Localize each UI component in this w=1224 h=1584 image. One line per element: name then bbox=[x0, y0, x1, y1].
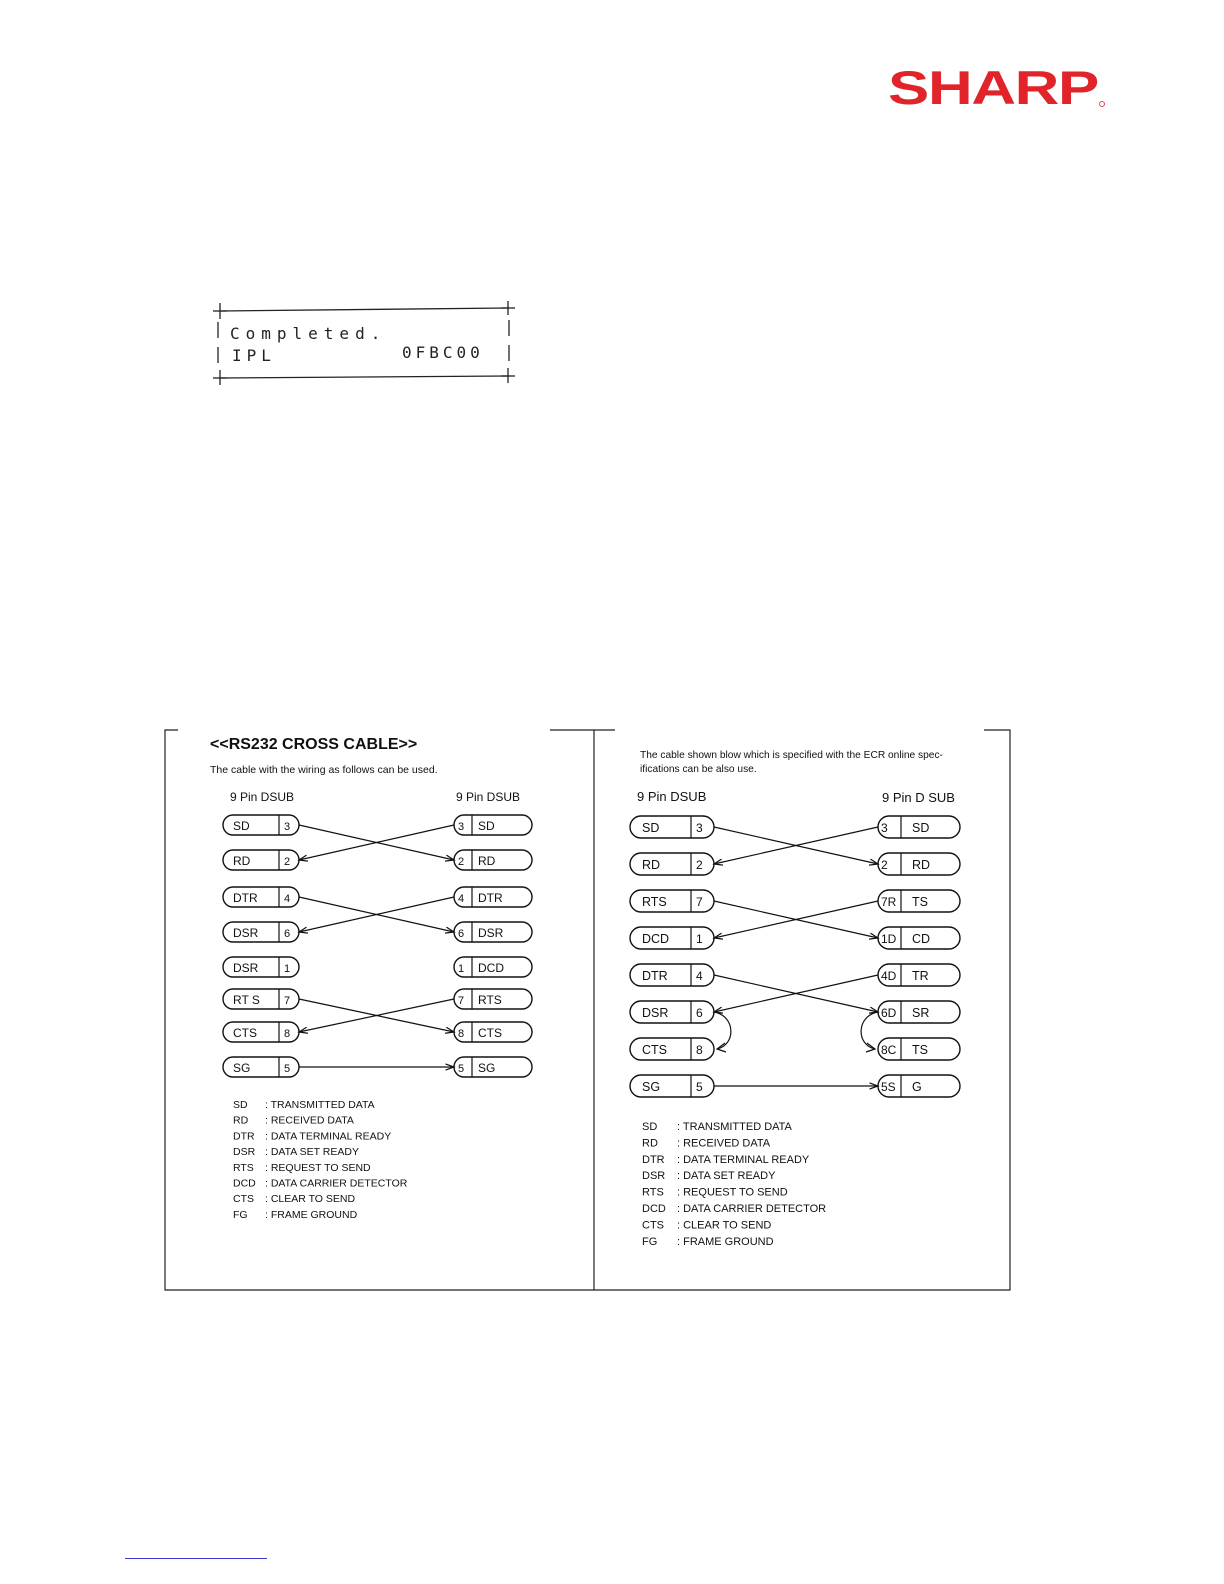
cross-cable-subtitle: The cable with the wiring as follows can be used. bbox=[210, 764, 438, 776]
left-pin-label: RD bbox=[642, 858, 661, 872]
left-pin-number: 3 bbox=[696, 821, 703, 835]
right-pin-label: SG bbox=[478, 1061, 496, 1075]
legend-abbr: DSR bbox=[642, 1170, 666, 1183]
left-pin-number: 5 bbox=[696, 1080, 703, 1094]
right-pin-number: 4D bbox=[881, 969, 897, 983]
left-pin-number: 2 bbox=[696, 858, 703, 872]
legend-abbr: SD bbox=[642, 1121, 658, 1133]
legend-desc: : TRANSMITTED DATA bbox=[265, 1099, 375, 1111]
right-pin-number: 6D bbox=[881, 1006, 897, 1020]
left-pin-label: CTS bbox=[233, 1026, 257, 1040]
legend-desc: : CLEAR TO SEND bbox=[265, 1193, 356, 1206]
right-pin-number: 5S bbox=[881, 1080, 896, 1094]
right-pin-number: 7R bbox=[881, 895, 897, 909]
right-pin-number: 1D bbox=[881, 932, 897, 946]
legend-desc: : DATA TERMINAL READY bbox=[265, 1130, 392, 1143]
right-pin-label: CD bbox=[912, 932, 931, 946]
registered-mark-icon bbox=[1100, 102, 1105, 107]
left-pin-number: 5 bbox=[284, 1063, 291, 1075]
legend-desc: : CLEAR TO SEND bbox=[677, 1219, 772, 1232]
legend-desc: : TRANSMITTED DATA bbox=[677, 1121, 792, 1133]
right-pin-number: 2 bbox=[881, 858, 888, 872]
left-pin-label: DSR bbox=[233, 961, 259, 975]
legend-desc: : REQUEST TO SEND bbox=[265, 1161, 371, 1174]
right-pin-number: 3 bbox=[458, 821, 465, 833]
right-pin-label: CTS bbox=[478, 1026, 502, 1040]
right-pin-label: RD bbox=[478, 854, 496, 868]
right-pin-label: SD bbox=[478, 819, 495, 833]
left-pin-label: DTR bbox=[642, 969, 668, 983]
right-pin-number: 2 bbox=[458, 856, 465, 868]
legend-desc: : DATA SET READY bbox=[677, 1170, 776, 1183]
legend-abbr: CTS bbox=[642, 1219, 664, 1232]
legend-abbr: DCD bbox=[642, 1203, 666, 1215]
left-pin-label: SD bbox=[233, 819, 250, 833]
left-pin-label: SG bbox=[642, 1080, 661, 1094]
left-pin-label: DSR bbox=[642, 1006, 669, 1020]
right-pin-label: DTR bbox=[478, 891, 503, 905]
right-pin-label: RD bbox=[912, 858, 931, 872]
legend-desc: : DATA TERMINAL READY bbox=[677, 1153, 810, 1166]
left-pin-number: 7 bbox=[696, 895, 703, 909]
lcd-line-2-left: IPL bbox=[232, 346, 276, 365]
right-pin-label: RTS bbox=[478, 993, 502, 1007]
legend-abbr: RD bbox=[642, 1137, 658, 1150]
lcd-line-2-right: 0FBC00 bbox=[402, 343, 484, 362]
left-pin-label: RT S bbox=[233, 993, 260, 1007]
ecr-online-cable-diagram bbox=[610, 740, 990, 1270]
legend-abbr: DTR bbox=[642, 1153, 665, 1166]
legend-desc: : DATA CARRIER DETECTOR bbox=[677, 1203, 827, 1215]
left-pin-label: SG bbox=[233, 1061, 251, 1075]
legend-abbr: SD bbox=[233, 1099, 248, 1111]
rs232-cross-cable-diagram bbox=[190, 726, 550, 1256]
left-pin-number: 7 bbox=[284, 995, 291, 1007]
ecr-note-line-2: ifications can be also use. bbox=[640, 764, 757, 775]
legend-abbr: DCD bbox=[233, 1177, 256, 1190]
legend-desc: : RECEIVED DATA bbox=[265, 1114, 354, 1127]
right-pin-label: TS bbox=[912, 895, 928, 909]
right-pin-number: 4 bbox=[458, 893, 465, 905]
legend-desc: : RECEIVED DATA bbox=[677, 1137, 771, 1150]
ecr-note-line-1: The cable shown blow which is specified with the ECR online spec- bbox=[640, 750, 943, 761]
legend-abbr: RTS bbox=[233, 1161, 254, 1174]
legend-desc: : FRAME GROUND bbox=[677, 1235, 774, 1248]
left-pin-label: CTS bbox=[642, 1043, 667, 1057]
right-pin-label: SD bbox=[912, 821, 930, 835]
legend-abbr: CTS bbox=[233, 1193, 254, 1206]
right-pin-label: DSR bbox=[478, 926, 504, 940]
right-pin-number: 5 bbox=[458, 1063, 465, 1075]
right-pin-label: SR bbox=[912, 1006, 930, 1020]
left-pin-number: 6 bbox=[696, 1006, 703, 1020]
legend-desc: : DATA SET READY bbox=[265, 1146, 359, 1159]
sharp-logo-text: SHARP bbox=[888, 64, 1098, 110]
right-pin-label: TS bbox=[912, 1043, 928, 1057]
left-pin-label: SD bbox=[642, 821, 660, 835]
right-pin-number: 8C bbox=[881, 1043, 897, 1057]
legend-abbr: FG bbox=[642, 1235, 658, 1248]
right-pin-number: 7 bbox=[458, 995, 465, 1007]
legend-abbr: RD bbox=[233, 1114, 249, 1127]
lcd-display bbox=[210, 300, 520, 386]
left-pin-label: RD bbox=[233, 854, 251, 868]
right-pin-label: TR bbox=[912, 969, 929, 983]
left-pin-label: DCD bbox=[642, 932, 670, 946]
left-pin-number: 1 bbox=[696, 932, 703, 946]
right-pin-number: 8 bbox=[458, 1028, 465, 1040]
right-pin-label: G bbox=[912, 1080, 922, 1094]
right-pin-label: DCD bbox=[478, 961, 504, 975]
lcd-line-1: Completed. bbox=[230, 324, 387, 343]
left-pin-number: 4 bbox=[696, 969, 703, 983]
legend-desc: : REQUEST TO SEND bbox=[677, 1186, 788, 1199]
legend-abbr: DTR bbox=[233, 1130, 255, 1143]
header-left: 9 Pin DSUB bbox=[637, 789, 707, 804]
legend-abbr: FG bbox=[233, 1208, 248, 1221]
left-pin-number: 6 bbox=[284, 928, 291, 940]
right-pin-number: 1 bbox=[458, 963, 465, 975]
legend-desc: : DATA CARRIER DETECTOR bbox=[265, 1177, 408, 1190]
left-pin-number: 1 bbox=[284, 963, 291, 975]
header-right: 9 Pin D SUB bbox=[882, 790, 955, 805]
left-pin-number: 3 bbox=[284, 821, 291, 833]
left-pin-number: 8 bbox=[696, 1043, 703, 1057]
right-pin-number: 6 bbox=[458, 928, 465, 940]
sharp-logo bbox=[888, 64, 1108, 110]
legend-abbr: RTS bbox=[642, 1186, 664, 1199]
left-pin-label: DSR bbox=[233, 926, 259, 940]
left-pin-number: 4 bbox=[284, 893, 291, 905]
header-right: 9 Pin DSUB bbox=[456, 790, 521, 804]
left-pin-label: DTR bbox=[233, 891, 258, 905]
right-pin-number: 3 bbox=[881, 821, 888, 835]
left-pin-number: 8 bbox=[284, 1028, 291, 1040]
left-pin-label: RTS bbox=[642, 895, 667, 909]
left-pin-number: 2 bbox=[284, 856, 291, 868]
cross-cable-title: <<RS232 CROSS CABLE>> bbox=[210, 736, 418, 753]
legend-abbr: DSR bbox=[233, 1146, 256, 1159]
footer-link-underline[interactable] bbox=[125, 1558, 267, 1560]
header-left: 9 Pin DSUB bbox=[230, 790, 295, 804]
legend-desc: : FRAME GROUND bbox=[265, 1208, 358, 1221]
